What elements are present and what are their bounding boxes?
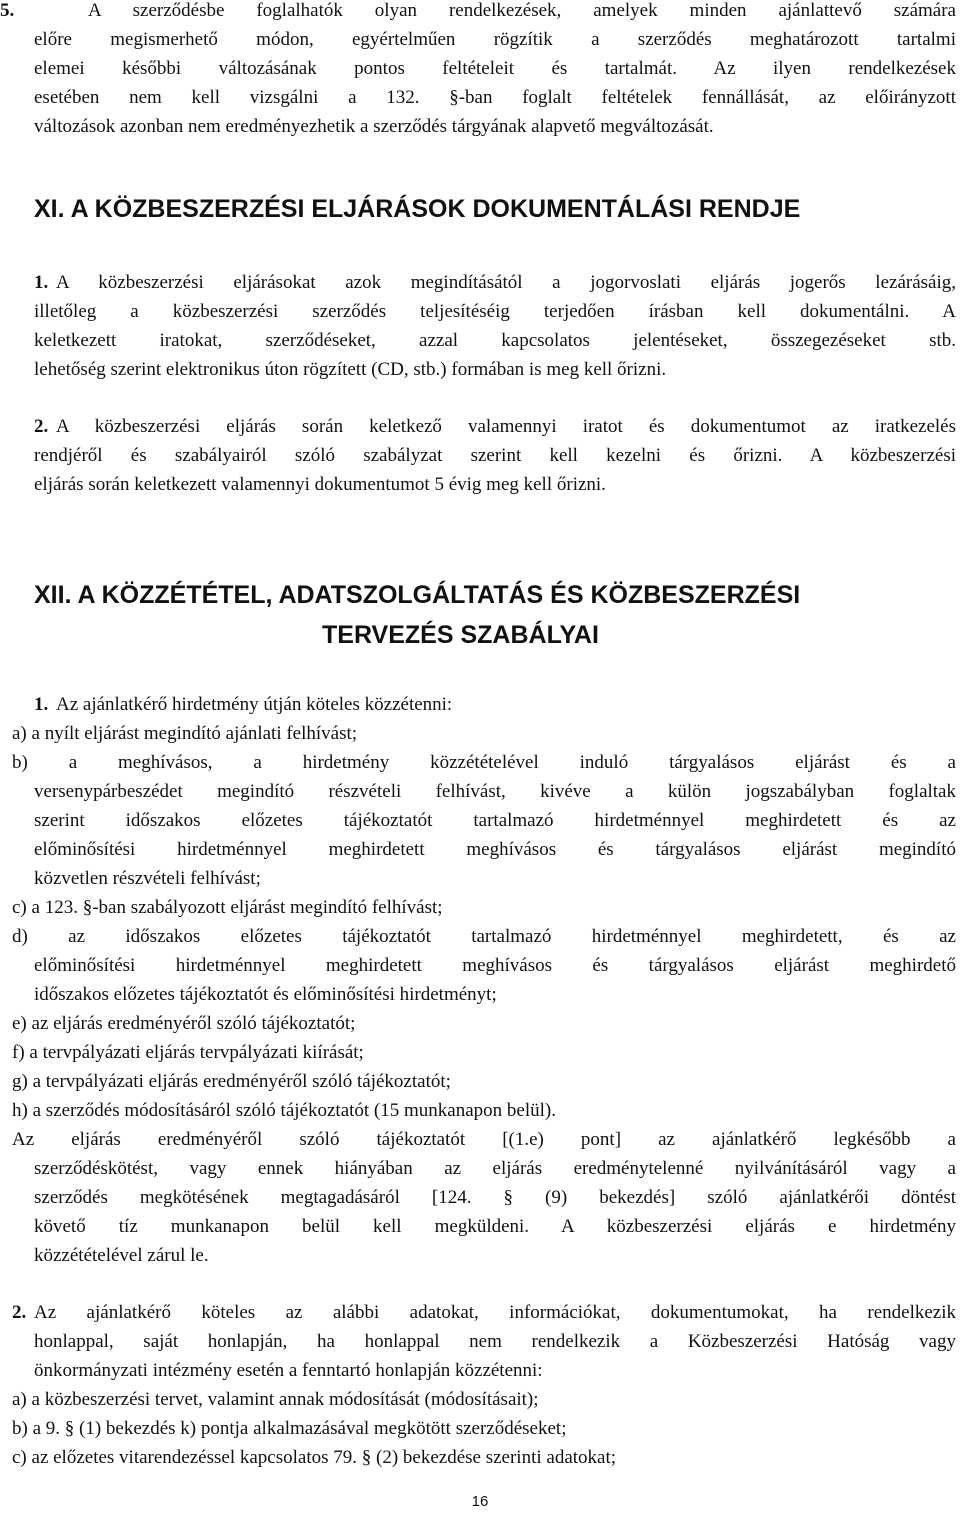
text-line: szerződés megkötésének megtagadásáról [124. § (9) bekezdés] szóló ajánlatkérői döntést [34,1187,956,1208]
list-item: c) az előzetes vitarendezéssel kapcsolatos 79. § (2) bekezdése szerinti adatokat; [12,1447,617,1468]
text-line: Az eljárás eredményéről szóló tájékoztatót [(1.e) pont] az ajánlatkérő legkésőbb a [12,1129,956,1150]
text-line: közzétételével zárul le. [34,1245,209,1266]
page-number: 16 [471,1493,489,1510]
list-item: d) az időszakos előzetes tájékoztatót tartalmazó hirdetménnyel meghirdetett, és az [12,926,956,947]
section-heading-xii-line-1: XII. A KÖZZÉTÉTEL, ADATSZOLGÁLTATÁS ÉS KÖZBESZERZÉSI [34,581,801,609]
text-line: lehetőség szerint elektronikus úton rögzített (CD, stb.) formában is meg kell őrizni. [34,359,667,380]
text-line: keletkezett iratokat, szerződéseket, azzal kapcsolatos jelentéseket, összegezéseket stb. [34,330,956,351]
text-line: változások azonban nem eredményezhetik a szerződés tárgyának alapvető megváltozását. [34,116,714,137]
text-line: szerződéskötést, vagy ennek hiányában az eljárás eredménytelenné nyilvánításáról vagy a [34,1158,956,1179]
text-line: esetében nem kell vizsgálni a 132. §-ban foglalt feltételek fennállását, az előirányzott [34,87,956,108]
text-line: időszakos előzetes tájékoztatót és előminősítési hirdetményt; [34,984,497,1005]
text-line: A közbeszerzési eljárásokat azok megindításától a jogorvoslati eljárás jogerős lezárásáig, [56,272,956,293]
text-line: illetőleg a közbeszerzési szerződés teljesítéséig terjedően írásban kell dokumentálni. A [34,301,956,322]
text-line: Az ajánlatkérő köteles az alábbi adatokat, információkat, dokumentumokat, ha rendelkezik [34,1302,956,1323]
text-line: versenypárbeszédet megindító részvételi felhívást, kivéve a külön jogszabályban foglaltak [34,781,956,802]
item-number: 5. [0,0,15,21]
list-item: c) a 123. §-ban szabályozott eljárást megindító felhívást; [12,897,443,918]
text-line: önkormányzati intézmény esetén a fenntartó honlapján közzétenni: [34,1360,543,1381]
list-item: b) a meghívásos, a hirdetmény közzétételével induló tárgyalásos eljárást és a [12,752,956,773]
text-line: A szerződésbe foglalhatók olyan rendelkezések, amelyek minden ajánlattevő számára [88,0,956,21]
text-line: közvetlen részvételi felhívást; [34,868,261,889]
list-item: a) a közbeszerzési tervet, valamint annak módosítását (módosításait); [12,1389,539,1410]
paragraph-number: 1. [34,272,49,293]
text-line: Az ajánlatkérő hirdetmény útján köteles közzétenni: [56,694,453,715]
list-item: h) a szerződés módosításáról szóló tájékoztatót (15 munkanapon belül). [12,1100,556,1121]
paragraph-number: 2. [34,416,49,437]
text-line: előminősítési hirdetménnyel meghirdetett meghívásos és tárgyalásos eljárást meghirdető [34,955,956,976]
text-line: eljárás során keletkezett valamennyi dokumentumot 5 évig meg kell őrizni. [34,474,606,495]
list-item: b) a 9. § (1) bekezdés k) pontja alkalmazásával megkötött szerződéseket; [12,1418,567,1439]
text-line: szerint időszakos előzetes tájékoztatót tartalmazó hirdetménnyel meghirdetett és az [34,810,956,831]
text-line: honlappal, saját honlapján, ha honlappal nem rendelkezik a Közbeszerzési Hatóság vagy [34,1331,956,1352]
list-item: a) a nyílt eljárást megindító ajánlati felhívást; [12,723,358,744]
section-heading-xi: XI. A KÖZBESZERZÉSI ELJÁRÁSOK DOKUMENTÁLÁSI RENDJE [34,195,801,223]
text-line: előminősítési hirdetménnyel meghirdetett meghívásos és tárgyalásos eljárást megindító [34,839,956,860]
list-item: g) a tervpályázati eljárás eredményéről szóló tájékoztatót; [12,1071,451,1092]
section-heading-xii-line-2: TERVEZÉS SZABÁLYAI [322,621,599,649]
text-line: előre megismerhető módon, egyértelműen rögzítik a szerződés meghatározott tartalmi [34,29,956,50]
list-item: f) a tervpályázati eljárás tervpályázati kiírását; [12,1042,364,1063]
paragraph-number: 1. [34,694,49,715]
list-item: e) az eljárás eredményéről szóló tájékoztatót; [12,1013,356,1034]
text-line: elemei későbbi változásának pontos feltételeit és tartalmát. Az ilyen rendelkezések [34,58,956,79]
text-line: rendjéről és szabályairól szóló szabályzat szerint kell kezelni és őrizni. A közbeszerzési [34,445,956,466]
text-line: A közbeszerzési eljárás során keletkező valamennyi iratot és dokumentumot az iratkezelés [56,416,956,437]
text-line: követő tíz munkanapon belül kell megküldeni. A közbeszerzési eljárás e hirdetmény [34,1216,956,1237]
paragraph-number: 2. [12,1302,27,1323]
